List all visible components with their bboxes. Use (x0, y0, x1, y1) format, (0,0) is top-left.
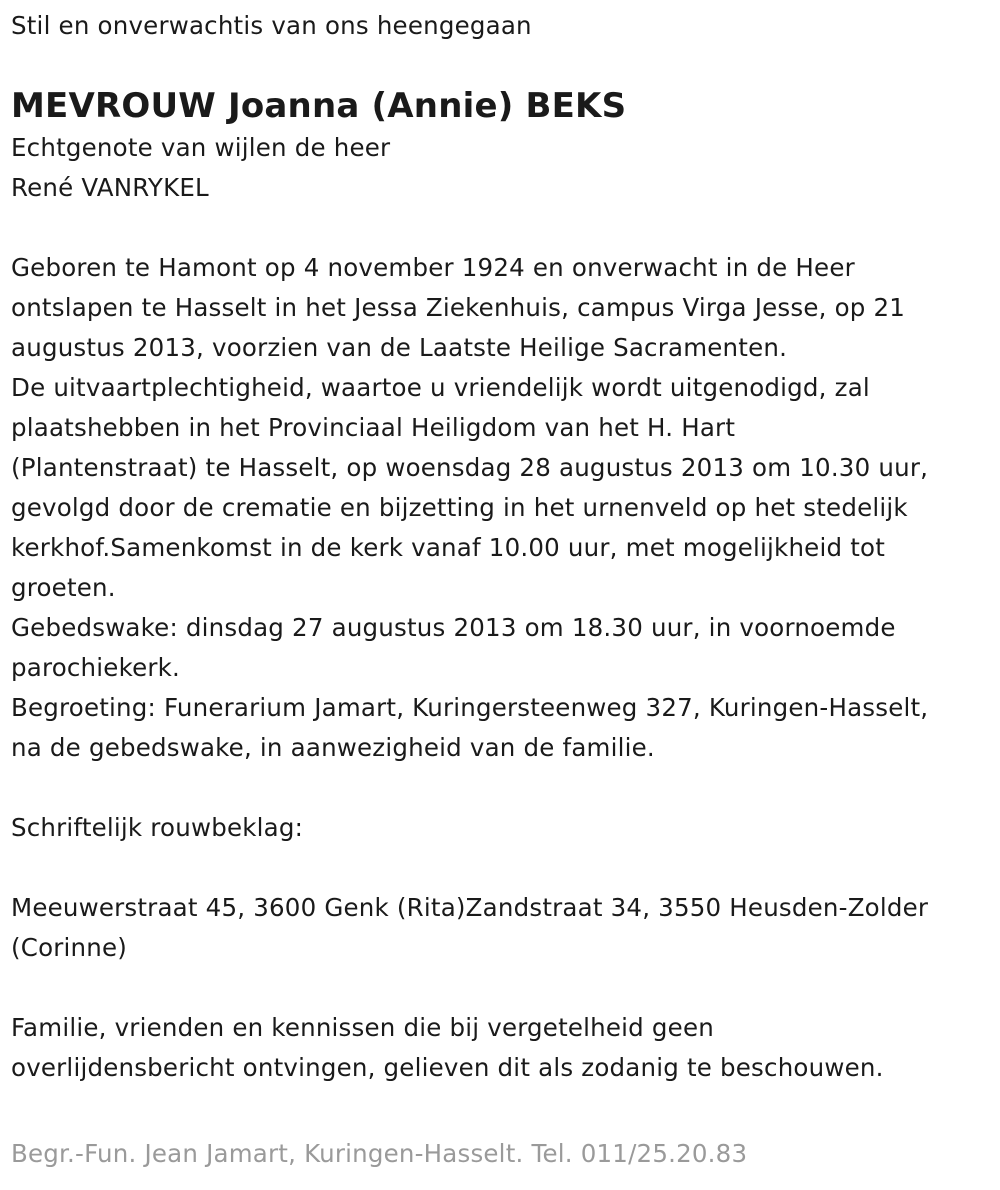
body-line: plaatshebben in het Provinciaal Heiligdom van het H. Hart (11, 413, 736, 442)
spacer (11, 208, 991, 248)
body-line: na de gebedswake, in aanwezigheid van de familie. (11, 733, 655, 762)
body-line: parochiekerk. (11, 653, 181, 682)
funeral-home-footer: Begr.-Fun. Jean Jamart, Kuringen-Hasselt. Tel. 011/25.20.83 (11, 1139, 748, 1168)
body-line: Begroeting: Funerarium Jamart, Kuringersteenweg 327, Kuringen-Hasselt, (11, 693, 929, 722)
intro-line: Stil en onverwachtis van ons heengegaan (11, 11, 532, 40)
address-line: (Corinne) (11, 933, 128, 962)
body-line: kerkhof.Samenkomst in de kerk vanaf 10.00 uur, met mogelijkheid tot (11, 533, 885, 562)
condolence-heading: Schriftelijk rouwbeklag: (11, 813, 304, 842)
body-line: groeten. (11, 573, 116, 602)
closing-line: Familie, vrienden en kennissen die bij vergetelheid geen (11, 1013, 714, 1042)
spouse-line-2: René VANRYKEL (11, 173, 209, 202)
body-line: Gebedswake: dinsdag 27 augustus 2013 om 18.30 uur, in voornoemde (11, 613, 896, 642)
body-line: gevolgd door de crematie en bijzetting in het urnenveld op het stedelijk (11, 493, 908, 522)
spouse-line-1: Echtgenote van wijlen de heer (11, 133, 391, 162)
obituary-text (11, 6, 991, 1088)
body-line: (Plantenstraat) te Hasselt, op woensdag 28 augustus 2013 om 10.30 uur, (11, 453, 929, 482)
body-line: De uitvaartplechtigheid, waartoe u vriendelijk wordt uitgenodigd, zal (11, 373, 870, 402)
spacer (11, 968, 991, 1008)
body-line: augustus 2013, voorzien van de Laatste Heilige Sacramenten. (11, 333, 788, 362)
deceased-name: MEVROUW Joanna (Annie) BEKS (11, 86, 627, 126)
spacer (11, 848, 991, 888)
body-line: Geboren te Hamont op 4 november 1924 en onverwacht in de Heer (11, 253, 855, 282)
closing-line: overlijdensbericht ontvingen, gelieven dit als zodanig te beschouwen. (11, 1053, 884, 1082)
address-line: Meeuwerstraat 45, 3600 Genk (Rita)Zandstraat 34, 3550 Heusden-Zolder (11, 893, 929, 922)
body-line: ontslapen te Hasselt in het Jessa Ziekenhuis, campus Virga Jesse, op 21 (11, 293, 906, 322)
spacer (11, 768, 991, 808)
